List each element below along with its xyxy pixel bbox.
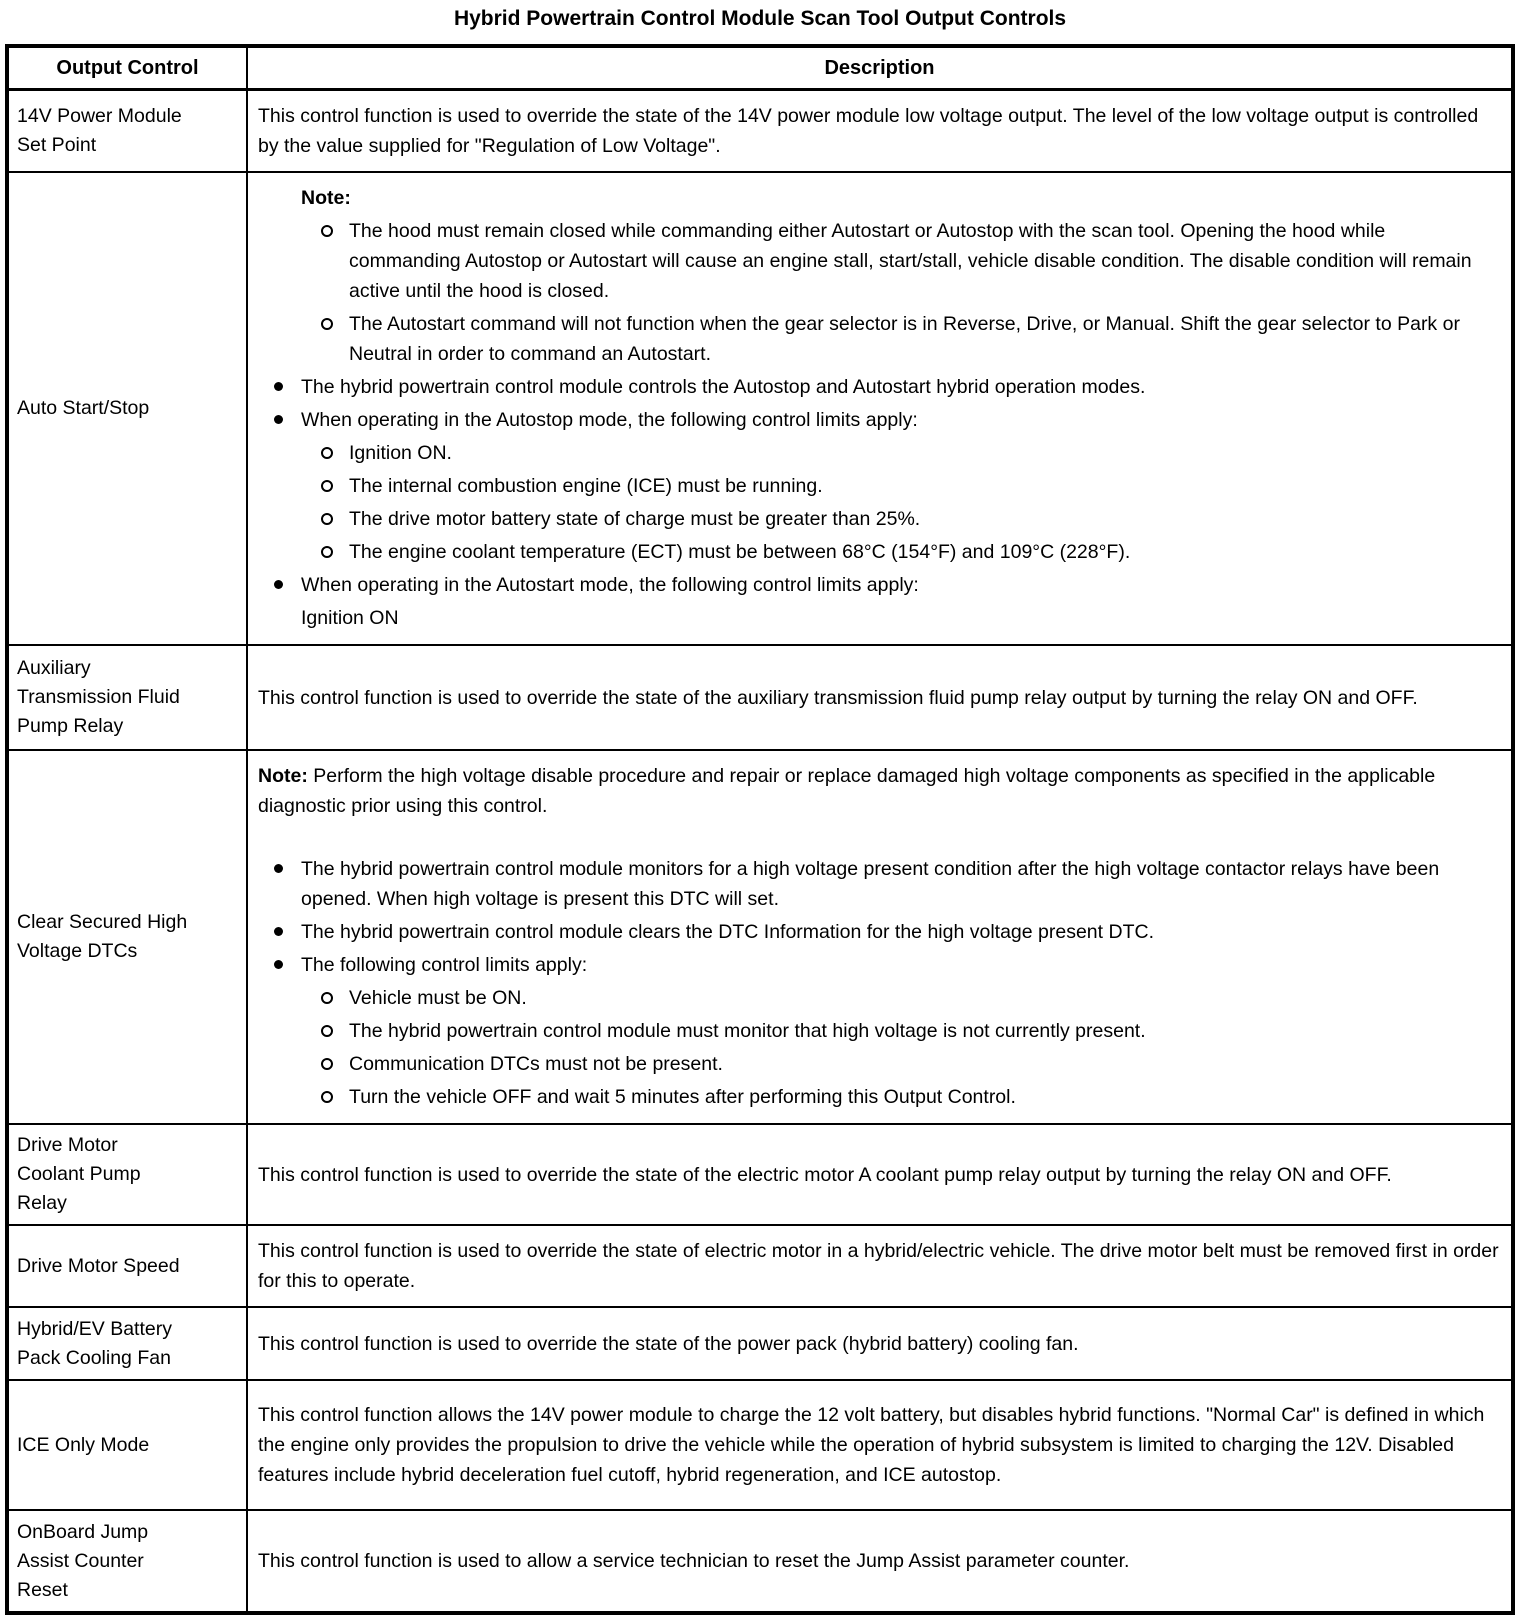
output-control-label: Auto Start/Stop bbox=[17, 397, 150, 419]
text: The Autostart command will not function when the gear selector is in Reverse, Drive, or Manual. Shift the gear selector to Park or Neutral in order to command an Autostart. bbox=[349, 313, 1460, 365]
filled-bullet-icon bbox=[274, 960, 283, 969]
output-control-cell bbox=[7, 645, 247, 750]
text: Ignition ON bbox=[301, 607, 399, 629]
open-circle-bullet-icon bbox=[321, 225, 333, 237]
sub-bullet-item bbox=[258, 1049, 1501, 1079]
text: This control function is used to override the state of the 14V power module low voltage output. The level of the low voltage output is controlled by the value supplied for "Regulation of Low Voltage". bbox=[258, 105, 1479, 157]
table-row bbox=[7, 172, 1513, 645]
output-control-cell bbox=[7, 1380, 247, 1510]
output-control-label: ICE Only Mode bbox=[17, 1433, 150, 1456]
description-cell bbox=[247, 1124, 1513, 1225]
open-circle-bullet-icon bbox=[321, 318, 333, 330]
description-cell bbox=[247, 645, 1513, 750]
open-circle-bullet-icon bbox=[321, 480, 333, 492]
text: Note: bbox=[301, 187, 351, 209]
table-row bbox=[7, 645, 1513, 750]
text: This control function is used to override the state of the electric motor A coolant pump relay output by turning the relay ON and OFF. bbox=[258, 1163, 1392, 1186]
table-row bbox=[7, 1510, 1513, 1613]
open-circle-bullet-icon bbox=[321, 1025, 333, 1037]
description-paragraph bbox=[258, 1546, 1501, 1576]
output-control-label: 14V Power Module Set Point bbox=[17, 105, 182, 156]
sub-bullet-item bbox=[258, 504, 1501, 534]
text: The engine coolant temperature (ECT) must be between 68°C (154°F) and 109°C (228°F). bbox=[349, 541, 1131, 563]
text: The hybrid powertrain control module monitors for a high voltage present condition after the high voltage contactor relays have been opened. When high voltage is present this DTC will set. bbox=[301, 858, 1440, 910]
output-control-label: Hybrid/EV Battery Pack Cooling Fan bbox=[17, 1317, 172, 1369]
output-control-label: Auxiliary Transmission Fluid Pump Relay bbox=[17, 657, 180, 737]
text: This control function is used to override the state of the auxiliary transmission fluid pump relay output by turning the relay ON and OFF. bbox=[258, 686, 1418, 709]
text: The hybrid powertrain control module controls the Autostop and Autostart hybrid operation modes. bbox=[301, 376, 1146, 398]
bullet-item bbox=[258, 950, 1501, 980]
sub-bullet-item bbox=[258, 438, 1501, 468]
text: Ignition ON. bbox=[349, 442, 452, 464]
output-control-label: Drive Motor Coolant Pump Relay bbox=[17, 1134, 141, 1214]
output-control-label: OnBoard Jump Assist Counter Reset bbox=[17, 1520, 149, 1601]
plain-line bbox=[258, 603, 1501, 633]
col-header-output-control: Output Control bbox=[7, 46, 247, 90]
text: Vehicle must be ON. bbox=[349, 987, 527, 1009]
table-row bbox=[7, 1307, 1513, 1380]
description-cell bbox=[247, 750, 1513, 1124]
sub-bullet-item bbox=[258, 1016, 1501, 1046]
note-heading bbox=[301, 183, 1501, 213]
open-circle-bullet-icon bbox=[321, 513, 333, 525]
table-row bbox=[7, 1225, 1513, 1307]
sub-bullet-item bbox=[258, 537, 1501, 567]
output-control-label: Clear Secured High Voltage DTCs bbox=[17, 911, 188, 962]
output-control-cell bbox=[7, 172, 247, 645]
table-row bbox=[7, 90, 1513, 173]
output-control-cell bbox=[7, 1307, 247, 1380]
sub-bullet-item bbox=[258, 983, 1501, 1013]
filled-bullet-icon bbox=[274, 864, 283, 873]
filled-bullet-icon bbox=[274, 580, 283, 589]
text: The following control limits apply: bbox=[301, 954, 588, 976]
text: The drive motor battery state of charge must be greater than 25%. bbox=[349, 508, 921, 530]
description-cell bbox=[247, 1510, 1513, 1613]
open-circle-bullet-icon bbox=[321, 447, 333, 459]
output-control-cell bbox=[7, 1510, 247, 1613]
bullet-item bbox=[258, 405, 1501, 435]
sub-bullet-item bbox=[258, 471, 1501, 501]
table-row bbox=[7, 750, 1513, 1124]
description-cell bbox=[247, 1307, 1513, 1380]
text: This control function is used to allow a service technician to reset the Jump Assist parameter counter. bbox=[258, 1550, 1130, 1572]
text: Communication DTCs must not be present. bbox=[349, 1053, 723, 1075]
description-cell bbox=[247, 1225, 1513, 1307]
text: This control function is used to override the state of electric motor in a hybrid/electric vehicle. The drive motor belt must be removed first in order for this to operate. bbox=[258, 1240, 1499, 1292]
table-header-row bbox=[7, 46, 1513, 90]
spacer bbox=[258, 823, 1501, 851]
text: When operating in the Autostart mode, the following control limits apply: bbox=[301, 574, 919, 596]
description-paragraph bbox=[258, 101, 1501, 161]
filled-bullet-icon bbox=[274, 382, 283, 391]
note-label: Note: bbox=[258, 765, 308, 787]
bullet-item bbox=[258, 372, 1501, 402]
bullet-item bbox=[258, 570, 1501, 600]
note-paragraph bbox=[258, 761, 1501, 821]
text: The hood must remain closed while commanding either Autostart or Autostop with the scan tool. Opening the hood while commanding Autostop or Autostart will cause an engine stall, start/stall, vehicle disable condition. The disable condition will remain active until the hood is closed. bbox=[349, 220, 1472, 302]
page-title: Hybrid Powertrain Control Module Scan Tool Output Controls bbox=[453, 7, 1067, 30]
description-cell bbox=[247, 90, 1513, 173]
table-row bbox=[7, 1380, 1513, 1510]
output-controls-table bbox=[5, 44, 1515, 1615]
output-control-cell bbox=[7, 1225, 247, 1307]
description-paragraph bbox=[258, 1400, 1501, 1490]
open-circle-bullet-icon bbox=[321, 546, 333, 558]
sub-bullet-item bbox=[258, 1082, 1501, 1112]
col-header-description: Description bbox=[247, 46, 1513, 90]
text: The internal combustion engine (ICE) must be running. bbox=[349, 475, 823, 497]
text: The hybrid powertrain control module must monitor that high voltage is not currently present. bbox=[349, 1020, 1146, 1042]
text: The hybrid powertrain control module clears the DTC Information for the high voltage present DTC. bbox=[301, 921, 1154, 943]
output-control-cell bbox=[7, 1124, 247, 1225]
output-control-cell bbox=[7, 90, 247, 173]
bullet-item bbox=[258, 854, 1501, 914]
description-cell bbox=[247, 172, 1513, 645]
description-paragraph bbox=[258, 1329, 1501, 1359]
text: This control function is used to override the state of the power pack (hybrid battery) cooling fan. bbox=[258, 1332, 1079, 1355]
open-circle-bullet-icon bbox=[321, 1058, 333, 1070]
bullet-item bbox=[258, 917, 1501, 947]
text: Turn the vehicle OFF and wait 5 minutes after performing this Output Control. bbox=[349, 1086, 1016, 1108]
description-paragraph bbox=[258, 683, 1501, 713]
description-paragraph bbox=[258, 1160, 1501, 1190]
sub-bullet-item bbox=[258, 216, 1501, 306]
description-cell bbox=[247, 1380, 1513, 1510]
table-row bbox=[7, 1124, 1513, 1225]
text: When operating in the Autostop mode, the following control limits apply: bbox=[301, 409, 918, 431]
output-control-cell bbox=[7, 750, 247, 1124]
open-circle-bullet-icon bbox=[321, 992, 333, 1004]
text: This control function allows the 14V power module to charge the 12 volt battery, but disables hybrid functions. "Normal Car" is defined in which the engine only provides the propulsion to drive the vehicle while the operation of hybrid subsystem is limited to charging the 12V. Disabled features include hybrid deceleration fuel cutoff, hybrid regeneration, and ICE autostop. bbox=[258, 1404, 1485, 1486]
sub-bullet-item bbox=[258, 309, 1501, 369]
text: Perform the high voltage disable procedure and repair or replace damaged high voltage components as specified in the applicable diagnostic prior using this control. bbox=[258, 765, 1436, 817]
output-control-label: Drive Motor Speed bbox=[17, 1254, 180, 1277]
filled-bullet-icon bbox=[274, 415, 283, 424]
open-circle-bullet-icon bbox=[321, 1091, 333, 1103]
description-paragraph bbox=[258, 1236, 1501, 1296]
filled-bullet-icon bbox=[274, 927, 283, 936]
